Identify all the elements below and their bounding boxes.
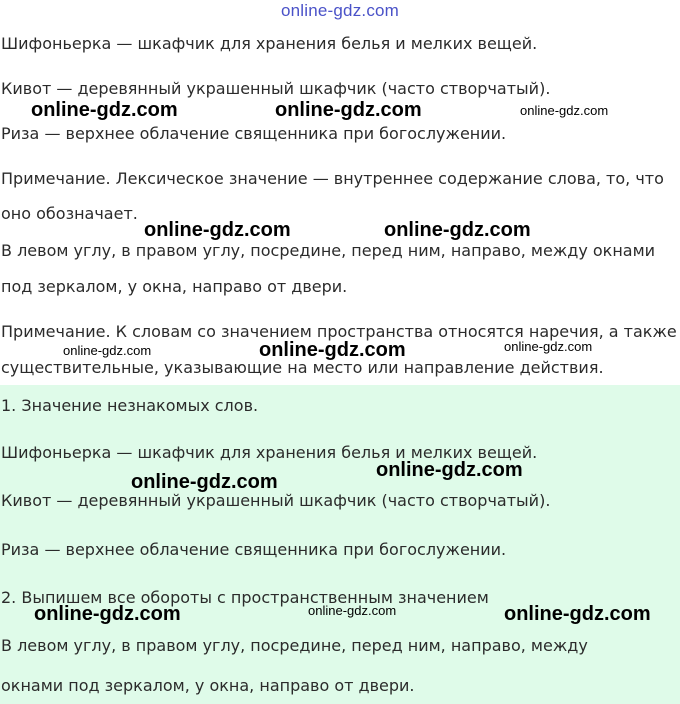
watermark: online-gdz.com <box>504 603 651 625</box>
watermark: online-gdz.com <box>63 343 152 358</box>
answer-line: В левом углу, в правом углу, посредине, перед ним, направо, между <box>1 636 588 655</box>
task-line: Риза — верхнее облачение священника при богослужении. <box>1 124 507 143</box>
task-line: Кивот — деревянный украшенный шкафчик (часто створчатый). <box>1 79 551 98</box>
watermark: online-gdz.com <box>144 219 291 241</box>
watermark: online-gdz.com <box>308 603 397 618</box>
answer-line: окнами под зеркалом, у окна, направо от двери. <box>1 676 415 695</box>
task-line: В левом углу, в правом углу, посредине, перед ним, направо, между окнами <box>1 241 656 260</box>
watermark: online-gdz.com <box>376 459 523 481</box>
task-line: Примечание. К словам со значением пространства относятся наречия, а также <box>1 322 677 341</box>
watermark: online-gdz.com <box>520 103 609 118</box>
answer-line: 2. Выпишем все обороты с пространственным значением <box>1 588 489 607</box>
watermark: online-gdz.com <box>31 99 178 121</box>
task-line: существительные, указывающие на место или направление действия. <box>1 358 604 377</box>
answer-line: Кивот — деревянный украшенный шкафчик (часто створчатый). <box>1 491 551 510</box>
answer-line: Риза — верхнее облачение священника при богослужении. <box>1 540 507 559</box>
watermark: online-gdz.com <box>131 471 278 493</box>
answer-line: Шифоньерка — шкафчик для хранения белья и мелких вещей. <box>1 443 538 462</box>
watermark: online-gdz.com <box>259 339 406 361</box>
task-line: Шифоньерка — шкафчик для хранения белья и мелких вещей. <box>1 34 538 53</box>
watermark: online-gdz.com <box>275 99 422 121</box>
watermark: online-gdz.com <box>504 339 593 354</box>
task-line: под зеркалом, у окна, направо от двери. <box>1 277 348 296</box>
task-line: Примечание. Лексическое значение — внутреннее содержание слова, то, что <box>1 169 664 188</box>
site-watermark-top: online-gdz.com <box>280 1 400 20</box>
task-line: оно обозначает. <box>1 204 138 223</box>
watermark: online-gdz.com <box>384 219 531 241</box>
answer-line: 1. Значение незнакомых слов. <box>1 396 259 415</box>
watermark: online-gdz.com <box>34 603 181 625</box>
